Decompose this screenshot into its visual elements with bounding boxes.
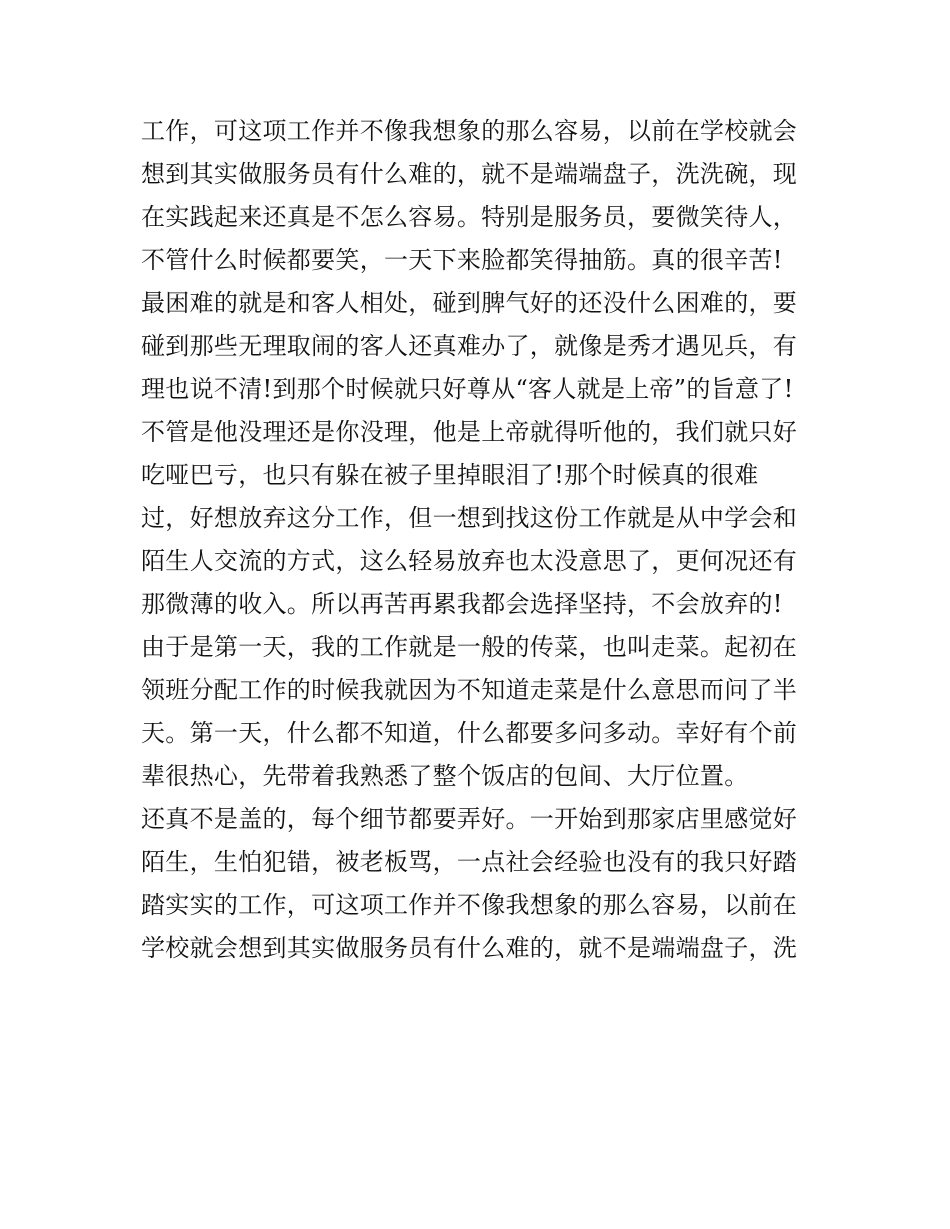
text-line: 天。第一天，什么都不知道，什么都要多问多动。幸好有个前 [141, 719, 798, 747]
text-line: 想到其实做服务员有什么难的，就不是端端盘子，洗洗碗，现 [141, 160, 798, 188]
text-line: 辈很热心，先带着我熟悉了整个饭店的包间、大厅位置。 [141, 762, 749, 790]
text-line: 最困难的就是和客人相处，碰到脾气好的还没什么困难的，要 [141, 289, 798, 317]
text-line: 过，好想放弃这分工作，但一想到找这份工作就是从中学会和 [141, 504, 798, 532]
text-line: 踏实实的工作，可这项工作并不像我想象的那么容易，以前在 [141, 891, 798, 919]
text-line: 理也说不清!到那个时候就只好尊从“客人就是上帝”的旨意了! [141, 375, 794, 403]
text-line: 领班分配工作的时候我就因为不知道走菜是什么意思而问了半 [141, 676, 798, 704]
text-line: 还真不是盖的，每个细节都要弄好。一开始到那家店里感觉好 [141, 805, 798, 833]
text-line: 陌生，生怕犯错，被老板骂，一点社会经验也没有的我只好踏 [141, 848, 798, 876]
text-line: 学校就会想到其实做服务员有什么难的，就不是端端盘子，洗 [141, 934, 798, 962]
text-line: 碰到那些无理取闹的客人还真难办了，就像是秀才遇见兵，有 [141, 332, 798, 360]
text-line: 在实践起来还真是不怎么容易。特别是服务员，要微笑待人， [141, 203, 798, 231]
text-line: 不管是他没理还是你没理，他是上帝就得听他的，我们就只好 [141, 418, 798, 446]
text-line: 那微薄的收入。所以再苦再累我都会选择坚持，不会放弃的! [141, 590, 783, 618]
text-line: 不管什么时候都要笑，一天下来脸都笑得抽筋。真的很辛苦! [141, 246, 783, 274]
text-line: 工作，可这项工作并不像我想象的那么容易，以前在学校就会 [141, 117, 798, 145]
text-line: 吃哑巴亏，也只有躲在被子里掉眼泪了!那个时候真的很难 [141, 461, 759, 489]
text-line: 由于是第一天，我的工作就是一般的传菜，也叫走菜。起初在 [141, 633, 798, 661]
text-line: 陌生人交流的方式，这么轻易放弃也太没意思了，更何况还有 [141, 547, 798, 575]
body-text [141, 110, 821, 970]
